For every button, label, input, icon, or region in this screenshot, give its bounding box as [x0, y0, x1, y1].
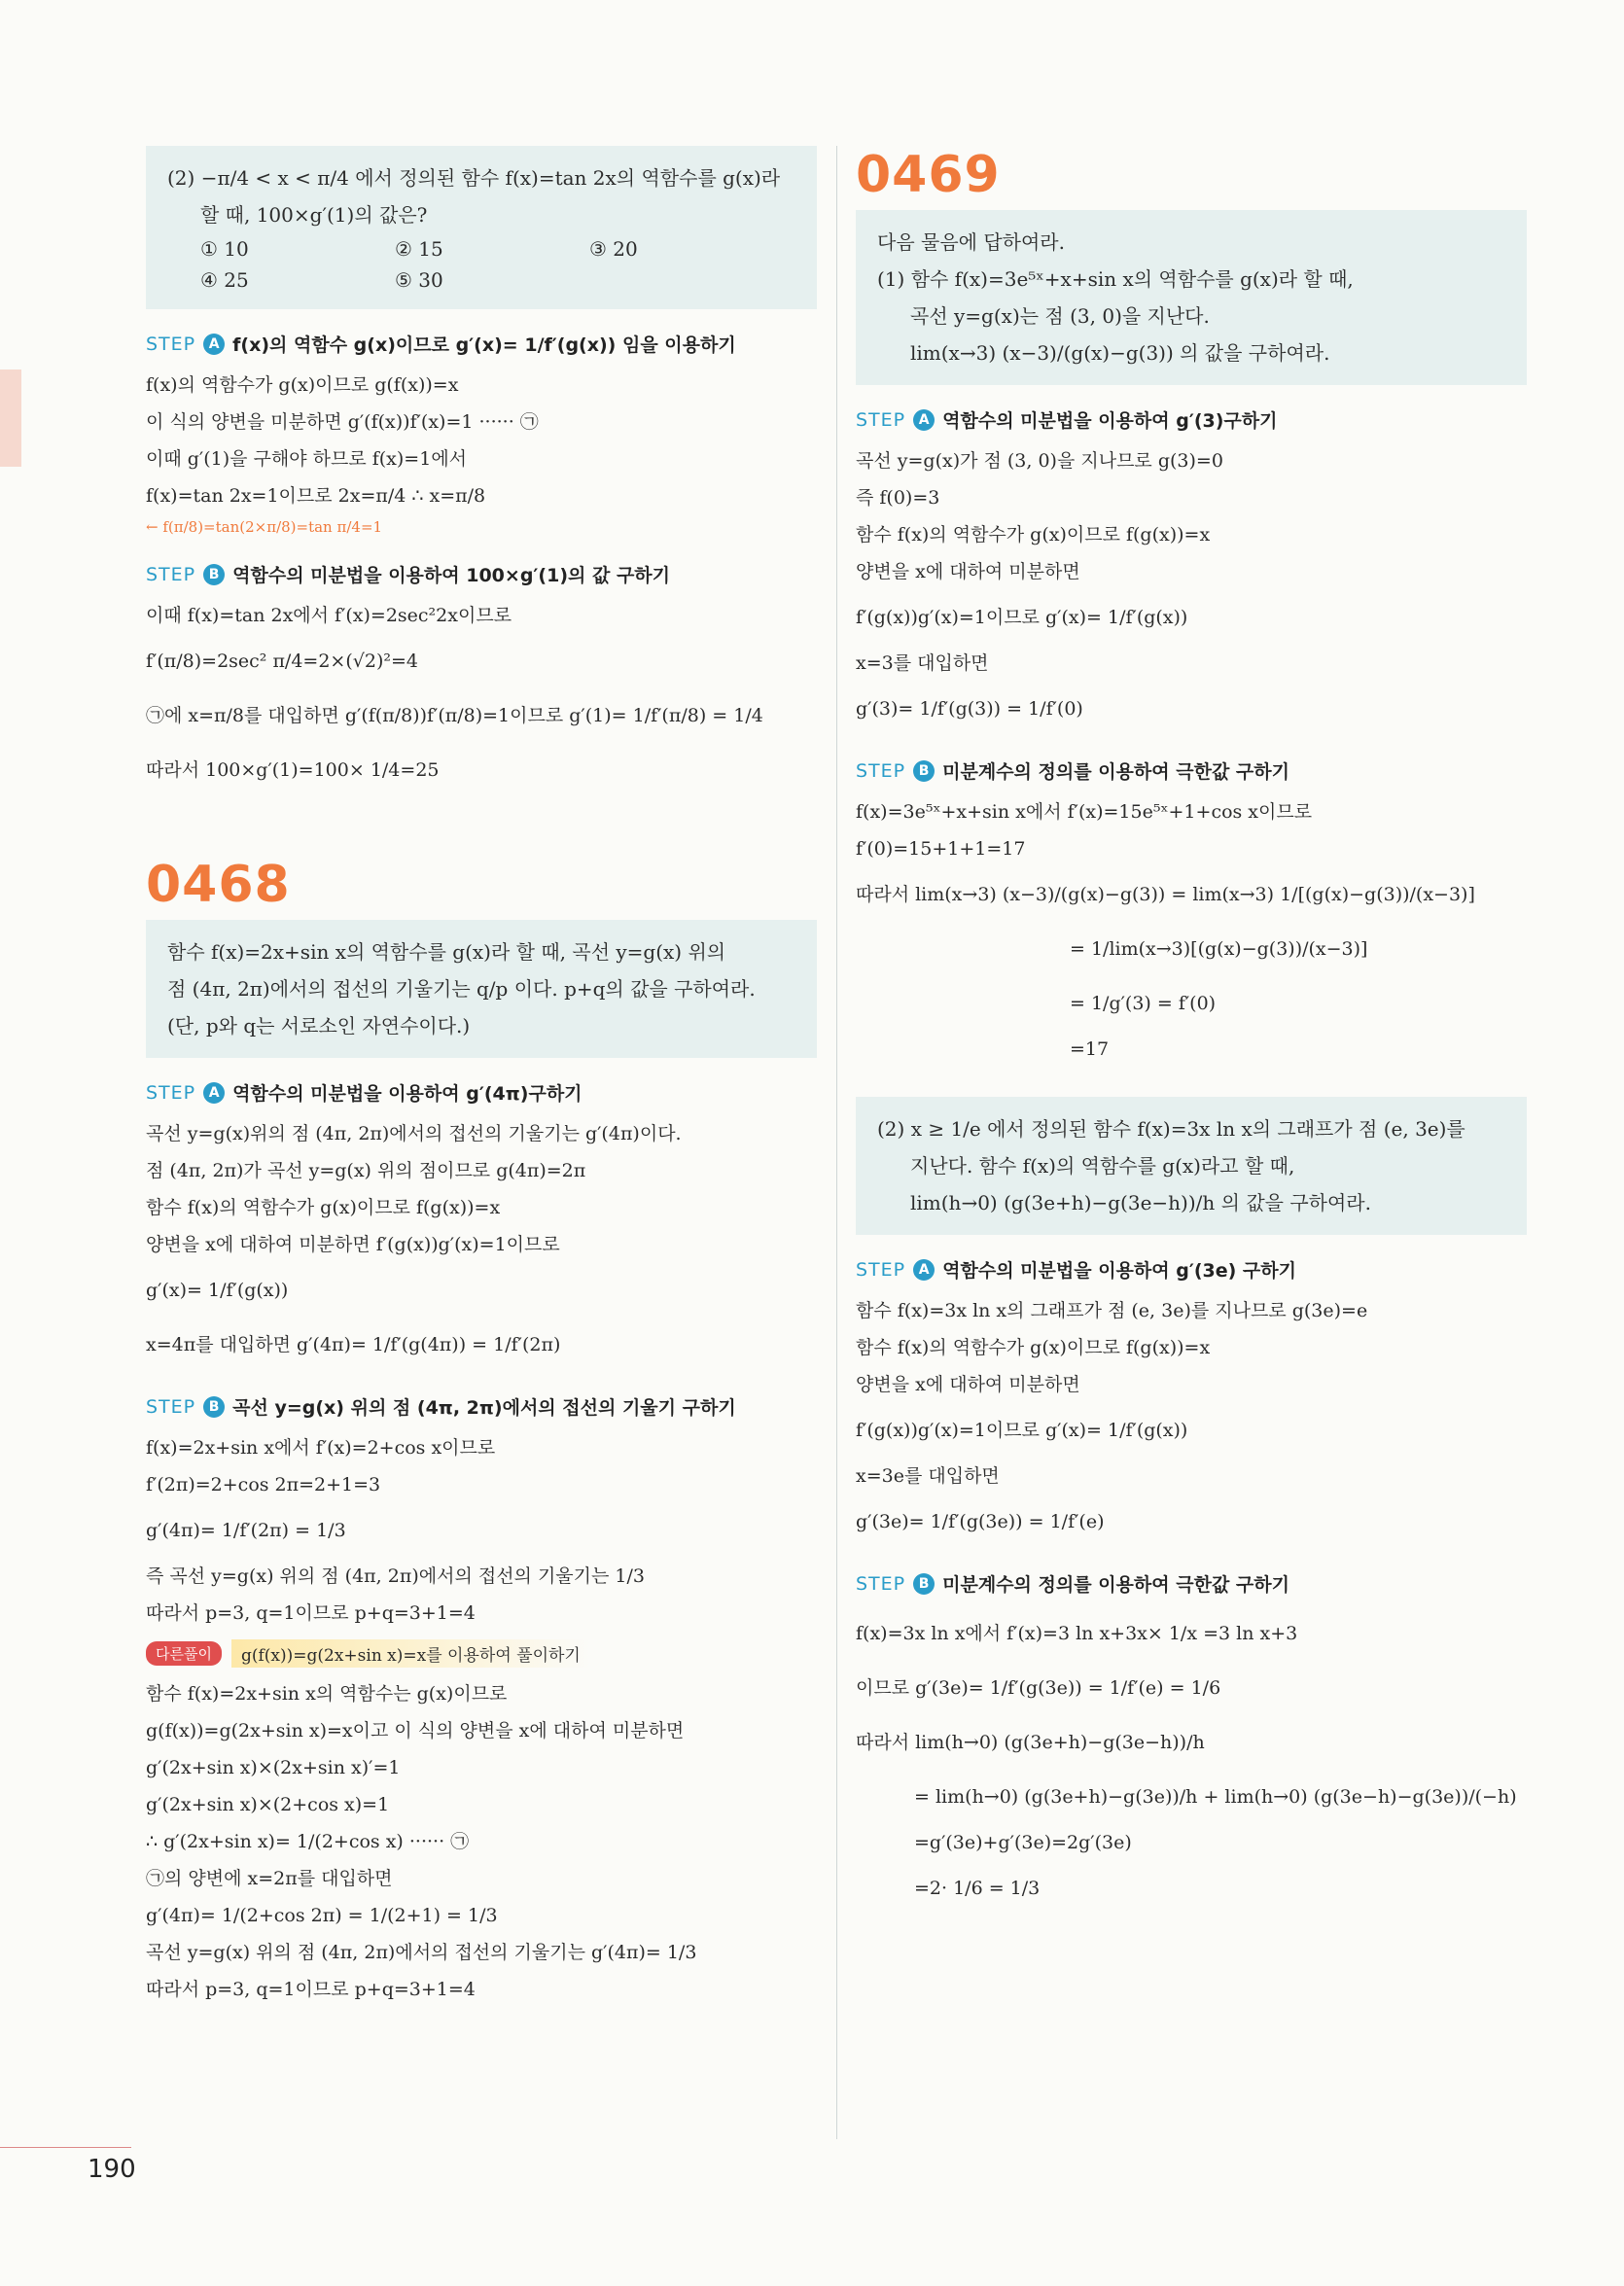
step-letter: A [203, 1082, 225, 1104]
step-title: 역함수의 미분법을 이용하여 g′(3e) 구하기 [942, 1260, 1296, 1282]
solution-line: f′(π/8)=2sec² π/4=2×(√2)²=4 [146, 651, 418, 672]
choice-1: ① 10 [200, 237, 249, 261]
step-tag: STEP [856, 1258, 906, 1281]
step-title: 역함수의 미분법을 이용하여 g′(4π)구하기 [232, 1083, 583, 1105]
step-b-heading [146, 561, 817, 587]
choice-5: ⑤ 30 [395, 268, 443, 292]
step-b-heading [146, 1393, 817, 1420]
solution-line: g′(3)= 1/f′(g(3)) = 1/f′(0) [856, 698, 1083, 720]
choice-2: ② 15 [395, 237, 443, 261]
solution-line: =17 [1070, 1038, 1110, 1060]
problem-number-0469: 0469 [856, 146, 1001, 204]
solution-line: g′(2x+sin x)×(2x+sin x)′=1 [146, 1757, 401, 1778]
solution-line: ∴ g′(2x+sin x)= 1/(2+cos x) ······ ㉠ [146, 1831, 470, 1852]
problem-number-0468: 0468 [146, 856, 291, 914]
solution-line: 곡선 y=g(x) 위의 점 (4π, 2π)에서의 접선의 기울기는 g′(4π)= 1/3 [146, 1942, 697, 1963]
problem-line: 지난다. 함수 f(x)의 역함수를 g(x)라고 할 때, [910, 1154, 1295, 1178]
problem-line: (1) 함수 f(x)=3e⁵ˣ+x+sin x의 역함수를 g(x)라 할 때, [877, 267, 1354, 291]
solution-line: 이때 f(x)=tan 2x에서 f′(x)=2sec²2x이므로 [146, 605, 512, 626]
step-b-heading [856, 757, 1527, 784]
solution-line: 함수 f(x)=2x+sin x의 역함수는 g(x)이므로 [146, 1683, 508, 1705]
solution-line: 이때 g′(1)을 구해야 하므로 f(x)=1에서 [146, 448, 468, 470]
solution-line: 양변을 x에 대하여 미분하면 [856, 1374, 1080, 1395]
problem-line: 점 (4π, 2π)에서의 접선의 기울기는 q/p 이다. p+q의 값을 구하여라. [167, 977, 756, 1001]
solution-line: f(x)=3x ln x에서 f′(x)=3 ln x+3x× 1/x =3 ln x+3 [856, 1623, 1298, 1644]
solution-line: 이 식의 양변을 미분하면 g′(f(x))f′(x)=1 ······ ㉠ [146, 411, 539, 433]
solution-line: g(f(x))=g(2x+sin x)=x이고 이 식의 양변을 x에 대하여 미분하면 [146, 1720, 685, 1741]
problem-line: 함수 f(x)=2x+sin x의 역함수를 g(x)라 할 때, 곡선 y=g(x) 위의 [167, 940, 726, 964]
step-tag: STEP [146, 1081, 196, 1104]
problem-0467-2-box [146, 146, 817, 309]
solution-line: 따라서 p=3, q=1이므로 p+q=3+1=4 [146, 1602, 476, 1624]
solution-line: 함수 f(x)=3x ln x의 그래프가 점 (e, 3e)를 지나므로 g(3e)=e [856, 1300, 1368, 1321]
solution-line: f′(g(x))g′(x)=1이므로 g′(x)= 1/f′(g(x)) [856, 1420, 1188, 1441]
step-letter: A [913, 409, 935, 431]
right-column [856, 146, 1527, 1916]
problem-line: (2) −π/4 < x < π/4 에서 정의된 함수 f(x)=tan 2x의 역함수를 g(x)라 [167, 166, 781, 190]
solution-line: x=3e를 대입하면 [856, 1465, 1000, 1487]
solution-line: g′(2x+sin x)×(2+cos x)=1 [146, 1794, 390, 1815]
step-tag: STEP [146, 333, 196, 355]
solution-line: f(x)=tan 2x=1이므로 2x=π/4 ∴ x=π/8 [146, 485, 486, 507]
solution-line: 점 (4π, 2π)가 곡선 y=g(x) 위의 점이므로 g(4π)=2π [146, 1160, 586, 1181]
solution-line: 곡선 y=g(x)가 점 (3, 0)을 지나므로 g(3)=0 [856, 450, 1223, 472]
step-title: 미분계수의 정의를 이용하여 극한값 구하기 [942, 1574, 1289, 1596]
solution-line: f(x)의 역함수가 g(x)이므로 g(f(x))=x [146, 374, 459, 396]
solution-line: 따라서 lim(h→0) (g(3e+h)−g(3e−h))/h [856, 1732, 1205, 1753]
step-title: 역함수의 미분법을 이용하여 g′(3)구하기 [942, 410, 1278, 432]
left-column [146, 146, 817, 2008]
choice-4: ④ 25 [200, 268, 249, 292]
step-a-heading [146, 1079, 817, 1106]
page-number: 190 [88, 2155, 136, 2184]
solution-line: 따라서 lim(x→3) (x−3)/(g(x)−g(3)) = lim(x→3) 1/[(g(x)−g(3))/(x−3)] [856, 884, 1475, 905]
problem-0469-2-box [856, 1097, 1527, 1235]
step-tag: STEP [146, 563, 196, 585]
step-letter: B [913, 1573, 935, 1595]
solution-line: f(x)=3e⁵ˣ+x+sin x에서 f′(x)=15e⁵ˣ+1+cos x이므로 [856, 801, 1313, 823]
problem-line: (2) x ≥ 1/e 에서 정의된 함수 f(x)=3x ln x의 그래프가 점 (e, 3e)를 [877, 1117, 1465, 1141]
step-a-heading [856, 406, 1527, 433]
choice-3: ③ 20 [589, 237, 638, 261]
problem-line: lim(x→3) (x−3)/(g(x)−g(3)) 의 값을 구하여라. [910, 341, 1330, 365]
solution-line: 즉 곡선 y=g(x) 위의 점 (4π, 2π)에서의 접선의 기울기는 1/3 [146, 1565, 645, 1587]
step-letter: A [203, 334, 225, 355]
edge-tab [0, 369, 21, 467]
solution-line: =g′(3e)+g′(3e)=2g′(3e) [914, 1832, 1132, 1853]
solution-line: 함수 f(x)의 역함수가 g(x)이므로 f(g(x))=x [146, 1197, 501, 1218]
solution-line: 따라서 100×g′(1)=100× 1/4=25 [146, 759, 440, 781]
problem-line: (단, p와 q는 서로소인 자연수이다.) [167, 1014, 471, 1037]
step-title: 곡선 y=g(x) 위의 점 (4π, 2π)에서의 접선의 기울기 구하기 [232, 1397, 736, 1419]
problem-0469-box [856, 210, 1527, 385]
problem-line: lim(h→0) (g(3e+h)−g(3e−h))/h 의 값을 구하여라. [910, 1191, 1371, 1214]
solution-line: ㉠에 x=π/8를 대입하면 g′(f(π/8))f′(π/8)=1이므로 g′(1)= 1/f′(π/8) = 1/4 [146, 705, 763, 726]
solution-line: ㉠의 양변에 x=2π를 대입하면 [146, 1868, 393, 1889]
step-letter: B [913, 760, 935, 782]
solution-line: x=3를 대입하면 [856, 652, 989, 674]
problem-line: 다음 물음에 답하여라. [877, 230, 1065, 254]
solution-line: = lim(h→0) (g(3e+h)−g(3e))/h + lim(h→0) (g(3e−h)−g(3e))/(−h) [914, 1786, 1517, 1808]
step-a-heading [146, 331, 817, 357]
solution-line: f′(0)=15+1+1=17 [856, 838, 1026, 860]
solution-line: f′(g(x))g′(x)=1이므로 g′(x)= 1/f′(g(x)) [856, 607, 1188, 628]
solution-line: 따라서 p=3, q=1이므로 p+q=3+1=4 [146, 1979, 476, 2000]
hint-note: ← f(π/8)=tan(2×π/8)=tan π/4=1 [146, 518, 383, 536]
step-letter: A [913, 1259, 935, 1281]
solution-line: g′(3e)= 1/f′(g(3e)) = 1/f′(e) [856, 1511, 1105, 1532]
page-number-rule [0, 2147, 131, 2148]
step-b-heading [856, 1570, 1527, 1597]
solution-line: = 1/g′(3) = f′(0) [1070, 993, 1217, 1014]
step-tag: STEP [856, 1572, 906, 1595]
solution-line: 함수 f(x)의 역함수가 g(x)이므로 f(g(x))=x [856, 524, 1211, 545]
solution-line: f(x)=2x+sin x에서 f′(x)=2+cos x이므로 [146, 1437, 496, 1459]
step-letter: B [203, 564, 225, 585]
alt-badge: 다른풀이 [146, 1641, 222, 1666]
solution-line: g′(x)= 1/f′(g(x)) [146, 1280, 289, 1301]
solution-line: 양변을 x에 대하여 미분하면 [856, 561, 1080, 582]
solution-line: = 1/lim(x→3)[(g(x)−g(3))/(x−3)] [1070, 938, 1368, 960]
alternative-solution-heading [146, 1639, 817, 1668]
column-divider [836, 146, 837, 2139]
solution-line: x=4π를 대입하면 g′(4π)= 1/f′(g(4π)) = 1/f′(2π) [146, 1334, 561, 1355]
problem-0468-box [146, 920, 817, 1058]
solution-line: g′(4π)= 1/(2+cos 2π) = 1/(2+1) = 1/3 [146, 1905, 498, 1926]
step-tag: STEP [146, 1395, 196, 1418]
problem-line: 곡선 y=g(x)는 점 (3, 0)을 지난다. [910, 304, 1210, 328]
solution-line: 즉 f(0)=3 [856, 487, 940, 509]
step-a-heading [856, 1256, 1527, 1283]
solution-line: =2· 1/6 = 1/3 [914, 1878, 1041, 1899]
answer-choices [167, 233, 795, 296]
solution-line: 양변을 x에 대하여 미분하면 f′(g(x))g′(x)=1이므로 [146, 1234, 560, 1255]
step-title: 미분계수의 정의를 이용하여 극한값 구하기 [942, 761, 1289, 783]
problem-line: 할 때, 100×g′(1)의 값은? [200, 203, 428, 227]
step-title: f(x)의 역함수 g(x)이므로 g′(x)= 1/f′(g(x)) 임을 이용하기 [232, 334, 736, 356]
step-tag: STEP [856, 408, 906, 431]
solution-line: f′(2π)=2+cos 2π=2+1=3 [146, 1474, 381, 1495]
alt-title: g(f(x))=g(2x+sin x)=x를 이용하여 풀이하기 [231, 1639, 590, 1668]
solution-line: 이므로 g′(3e)= 1/f′(g(3e)) = 1/f′(e) = 1/6 [856, 1677, 1221, 1699]
step-letter: B [203, 1396, 225, 1418]
solution-line: 곡선 y=g(x)위의 점 (4π, 2π)에서의 접선의 기울기는 g′(4π)이다. [146, 1123, 682, 1144]
step-title: 역함수의 미분법을 이용하여 100×g′(1)의 값 구하기 [232, 565, 671, 586]
step-tag: STEP [856, 759, 906, 782]
solution-line: g′(4π)= 1/f′(2π) = 1/3 [146, 1520, 346, 1541]
solution-line: 함수 f(x)의 역함수가 g(x)이므로 f(g(x))=x [856, 1337, 1211, 1358]
